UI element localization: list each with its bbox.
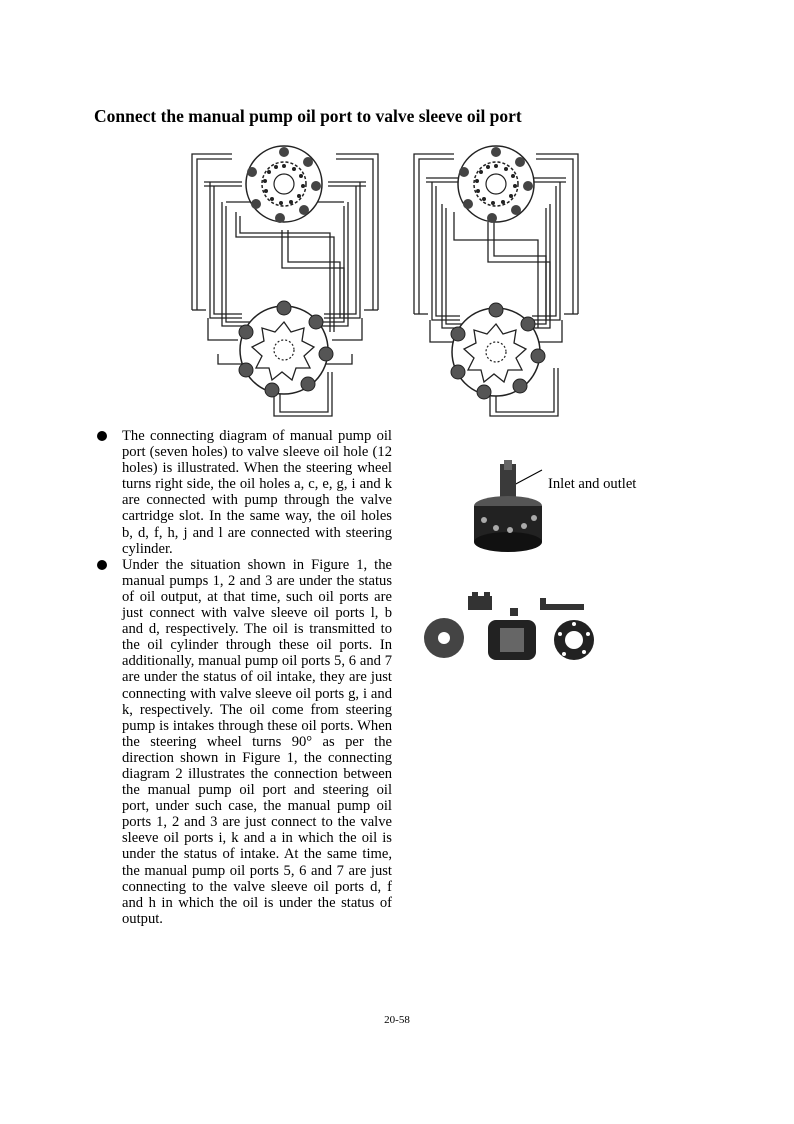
page-number: 20-58 xyxy=(384,1014,410,1026)
connection-diagram-2 xyxy=(408,142,583,424)
valve-assembly-photo xyxy=(470,458,550,558)
bullet-icon xyxy=(97,560,107,570)
list-item-text: Under the situation shown in Figure 1, the manual pumps 1, 2 and 3 are under the status of oil output, at that time, such oil ports are just connect with valve sleeve oil ports l, b and d, respectively. The oil is transmitted to the oil cylinder through these oil ports. In additionally, manual pump oil ports 5, 6 and 7 are under the status of oil intake, they are just connecting with valve sleeve oil ports g, i and k, respectively. The oil come from steering pump is intakes through these oil ports. When the steering wheel turns 90° as per the direction shown in Figure 1, the connecting diagram 2 illustrates the connection between the manual pump oil port and steering oil port, under such case, the manual pump oil ports 1, 2 and 3 are just connect to the valve sleeve oil ports i, k and a in which the oil is under the status of intake. At the same time, the manual pump oil ports 5, 6 and 7 are just connecting to the valve sleeve oil ports d, f and h in which the oil is under the status of output. xyxy=(122,556,392,927)
list-item xyxy=(94,428,392,557)
list-item-text: The connecting diagram of manual pump oil port (seven holes) to valve sleeve oil hole (12 holes) is illustrated. When the steering wheel turns right side, the oil holes a, c, e, g, i and k are connected with pump through the valve cartridge slot. In the same way, the oil holes b, d, f, h, j and l are connected with steering cylinder. xyxy=(122,428,392,557)
disassembled-parts-photo xyxy=(424,590,596,670)
description-list xyxy=(94,428,392,927)
bullet-icon xyxy=(97,431,107,441)
inlet-outlet-label: Inlet and outlet xyxy=(548,476,637,492)
list-item xyxy=(94,557,392,927)
page-title: Connect the manual pump oil port to valve sleeve oil port xyxy=(94,106,522,126)
connection-diagram-1 xyxy=(184,142,386,424)
